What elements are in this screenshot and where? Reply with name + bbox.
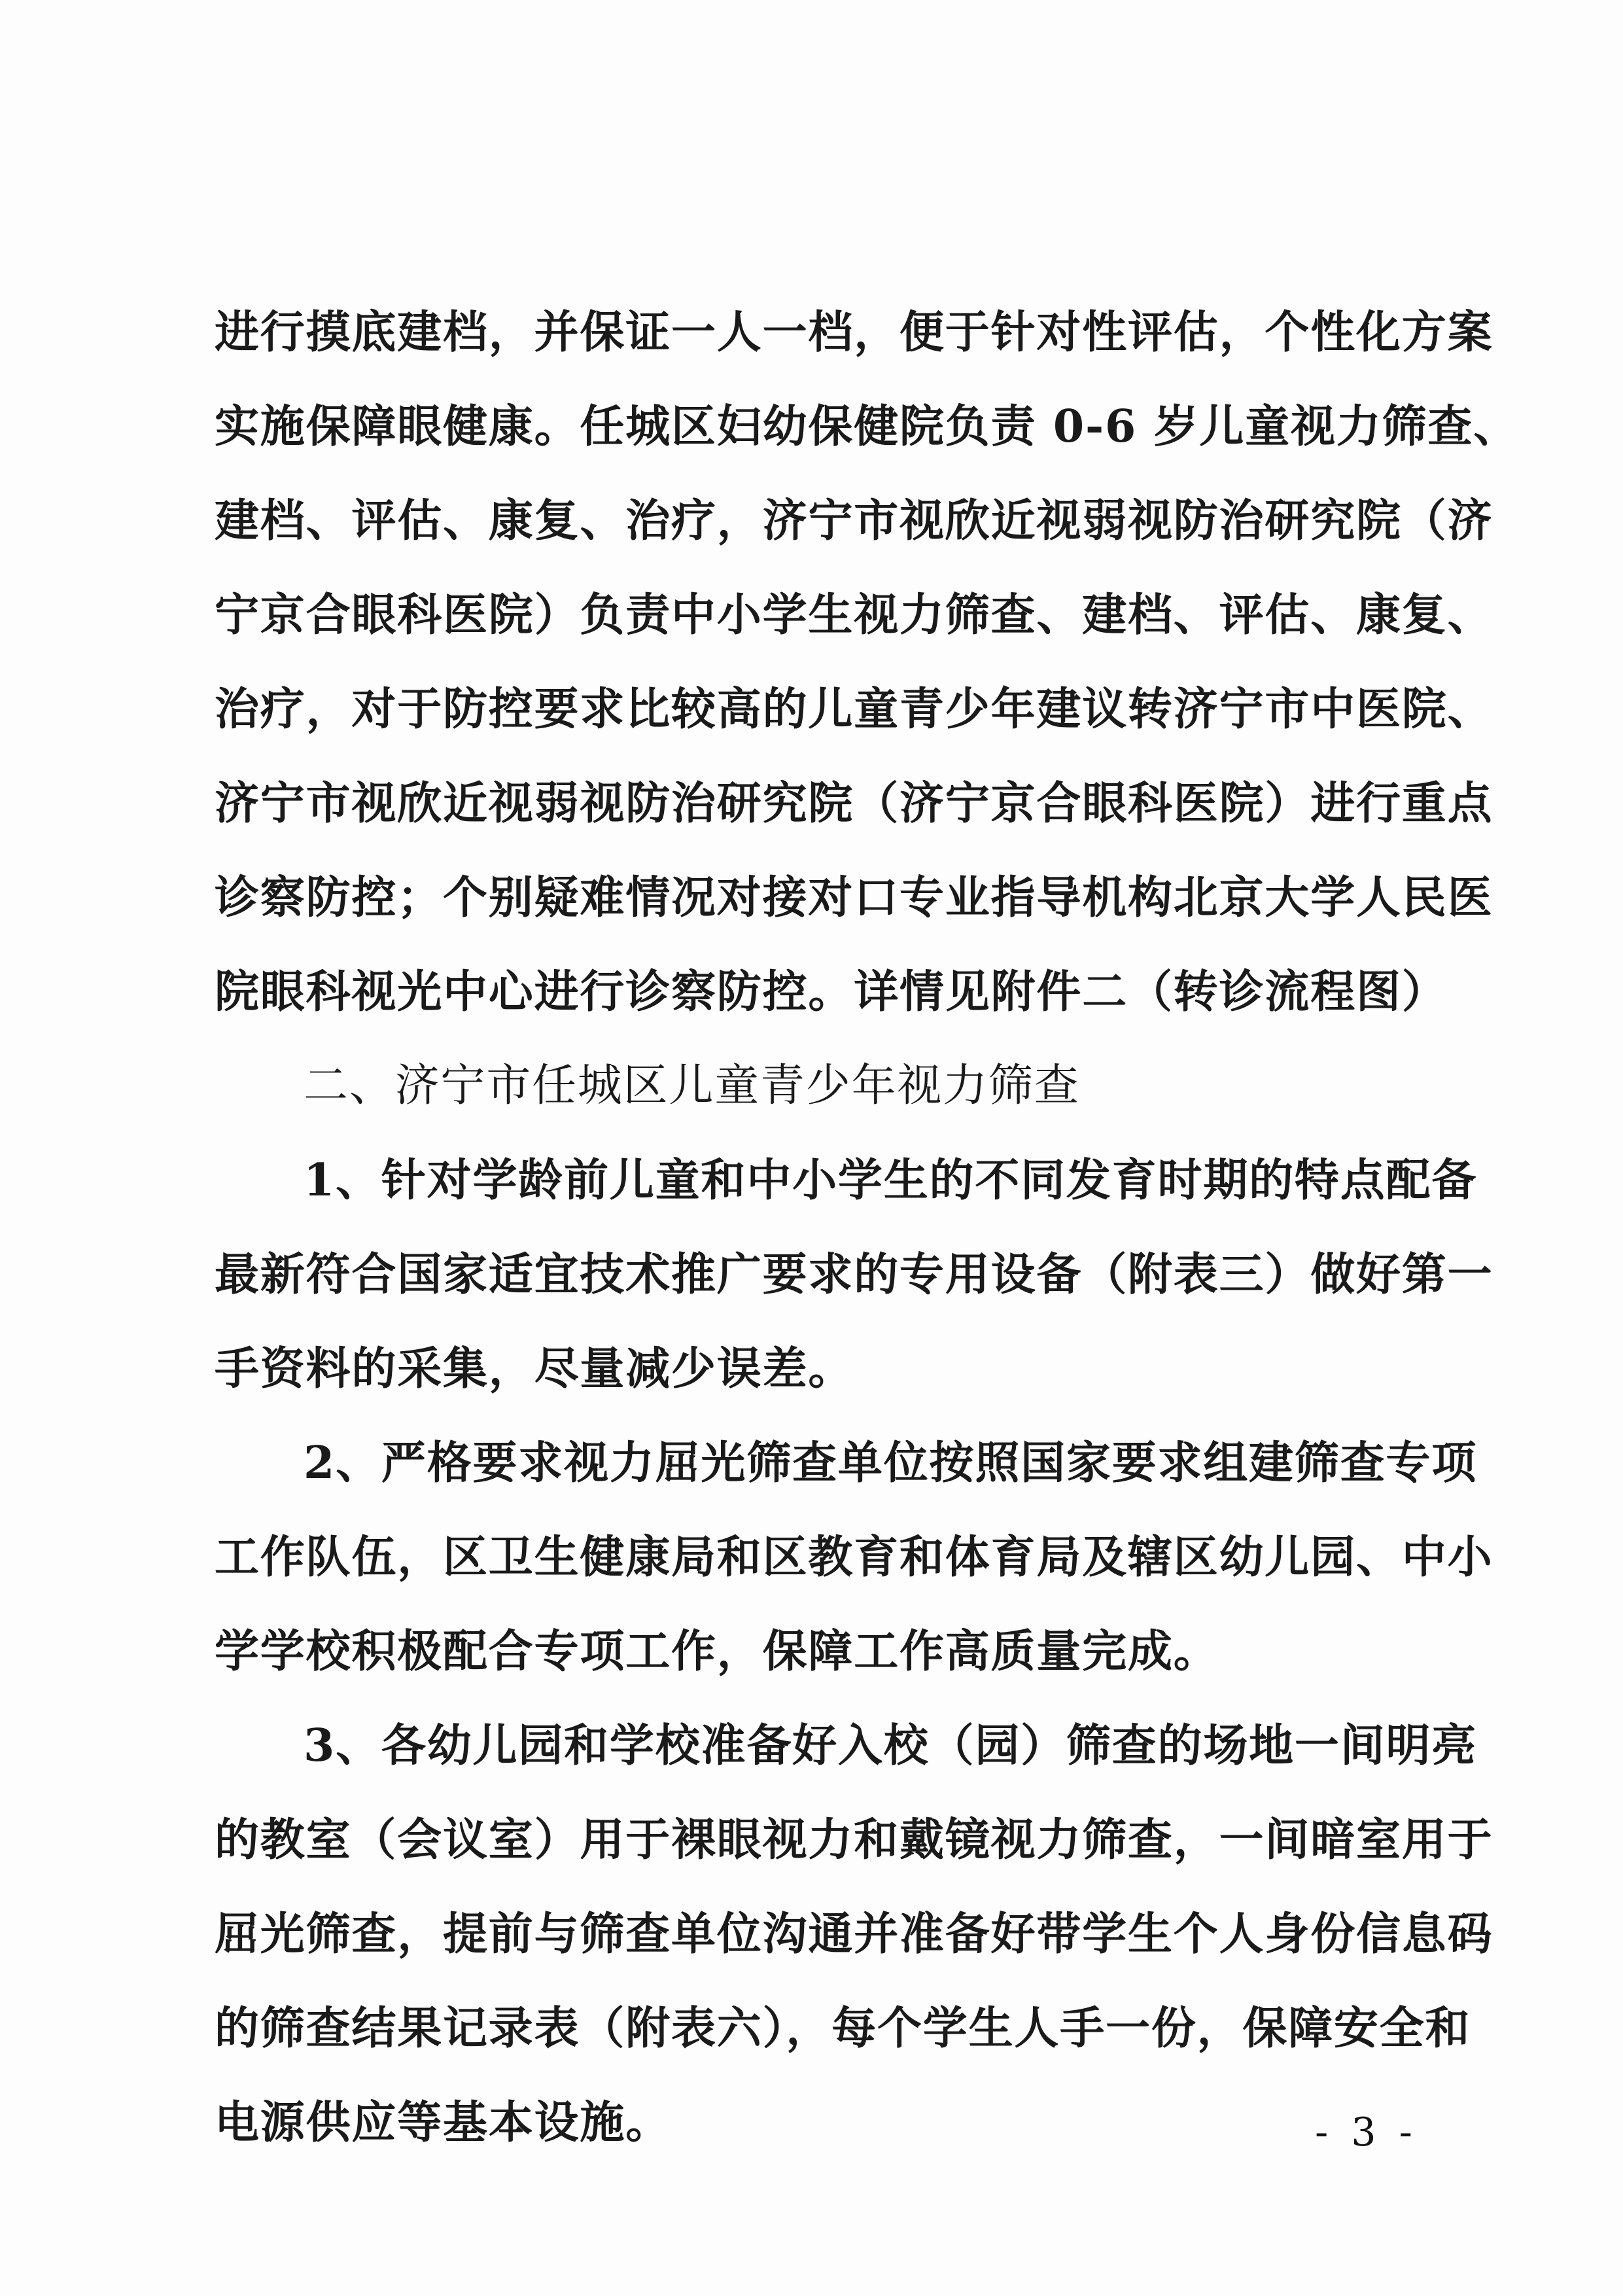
paragraph-start — [304, 1437, 1478, 1489]
text-line: 手资料的采集，尽量减少误差。 — [215, 1343, 854, 1395]
paragraph-start — [304, 1154, 1478, 1207]
text-line: 学学校积极配合专项工作，保障工作高质量完成。 — [215, 1625, 1219, 1678]
text-line: 的筛查结果记录表（附表六），每个学生人手一份，保障安全和 — [215, 2002, 1471, 2055]
text-line: 的教室（会议室）用于裸眼视力和戴镜视力筛查，一间暗室用于 — [215, 1814, 1493, 1866]
text-line: 治疗，对于防控要求比较高的儿童青少年建议转济宁市中医院、 — [215, 683, 1493, 735]
text-line: 2、严格要求视力屈光筛查单位按照国家要求组建筛查专项 — [304, 1437, 1478, 1489]
text-line: 宁京合眼科医院）负责中小学生视力筛查、建档、评估、康复、 — [215, 589, 1493, 641]
text-line: 屈光筛查，提前与筛查单位沟通并准备好带学生个人身份信息码 — [215, 1908, 1493, 1960]
paragraph-start — [304, 1720, 1478, 1772]
text-line: 3、各幼儿园和学校准备好入校（园）筛查的场地一间明亮 — [304, 1720, 1478, 1772]
section-heading: 二、济宁市任城区儿童青少年视力筛查 — [304, 1060, 1080, 1112]
text-line: 最新符合国家适宜技术推广要求的专用设备（附表三）做好第一 — [215, 1248, 1493, 1301]
text-line: 建档、评估、康复、治疗，济宁市视欣近视弱视防治研究院（济 — [215, 495, 1493, 547]
text-line: 进行摸底建档，并保证一人一档，便于针对性评估，个性化方案 — [215, 306, 1493, 359]
text-line: 工作队伍，区卫生健康局和区教育和体育局及辖区幼儿园、中小 — [215, 1531, 1493, 1583]
text-line: 济宁市视欣近视弱视防治研究院（济宁京合眼科医院）进行重点 — [215, 777, 1493, 830]
page-number: - 3 - — [1315, 2110, 1418, 2155]
text-line: 诊察防控；个别疑难情况对接对口专业指导机构北京大学人民医 — [215, 872, 1493, 924]
text-line: 院眼科视光中心进行诊察防控。详情见附件二（转诊流程图） — [215, 966, 1448, 1018]
text-line: 实施保障眼健康。任城区妇幼保健院负责 0-6 岁儿童视力筛查、 — [215, 400, 1520, 453]
text-line: 1、针对学龄前儿童和中小学生的不同发育时期的特点配备 — [304, 1154, 1478, 1207]
text-line: 电源供应等基本设施。 — [215, 2096, 672, 2149]
